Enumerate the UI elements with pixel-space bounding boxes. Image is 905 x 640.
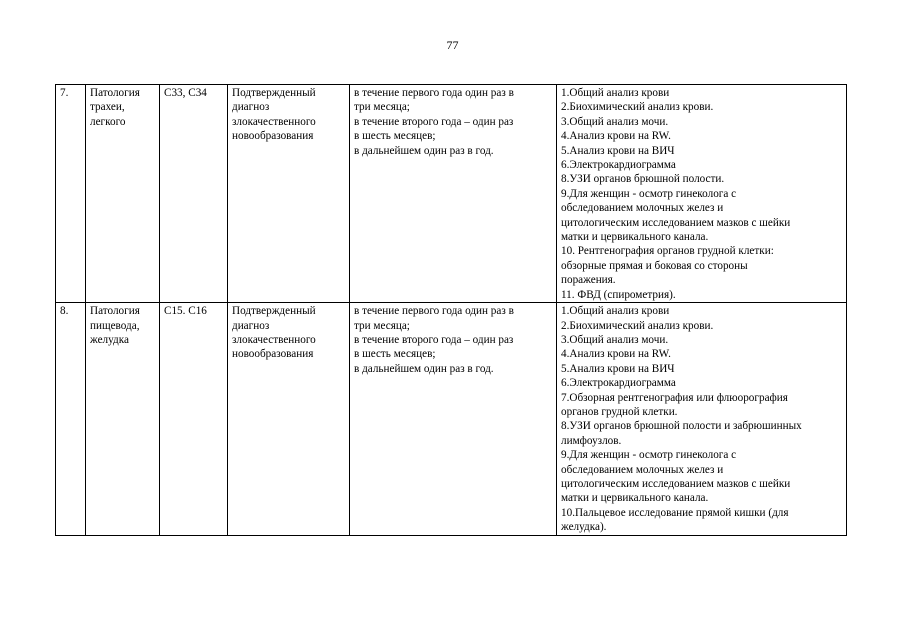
examinations-line: 8.УЗИ органов брюшной полости и забрюшинных (561, 420, 802, 433)
pathology-line: желудка (90, 333, 129, 346)
examinations-line: цитологическим исследованием мазков с шейки (561, 216, 791, 229)
diagnosis-cell (228, 85, 350, 303)
examinations-line: 11. ФВД (спирометрия). (561, 288, 676, 301)
diagnosis-cell (228, 303, 350, 536)
examinations-line: 2.Биохимический анализ крови. (561, 319, 714, 332)
examinations-line: 7.Обзорная рентгенография или флюорография (561, 391, 788, 404)
examinations-line: 5.Анализ крови на ВИЧ (561, 144, 675, 157)
frequency-line: в шесть месяцев; (354, 130, 436, 143)
examinations-line: обследованием молочных желез и (561, 202, 724, 215)
examinations-line: обзорные прямая и боковая со стороны (561, 259, 748, 272)
row-number-text: 7. (60, 87, 69, 99)
examination-table (55, 84, 847, 536)
examinations-line: матки и цервикального канала. (561, 492, 709, 505)
frequency-line: три месяца; (354, 101, 410, 114)
frequency-line: в дальнейшем один раз в год. (354, 144, 494, 157)
examinations-line: 6.Электрокардиограмма (561, 377, 676, 390)
diagnosis-line: Подтвержденный (232, 87, 316, 99)
pathology-line: Патология (90, 87, 140, 99)
examinations-line: 4.Анализ крови на RW. (561, 348, 671, 361)
frequency-line: в течение второго года – один раз (354, 115, 514, 128)
frequency-line: в течение первого года один раз в (354, 305, 514, 318)
pathology-line: трахеи, (90, 101, 125, 114)
examinations-line: желудка). (561, 521, 607, 534)
diagnosis-line: злокачественного (232, 333, 316, 346)
pathology-cell (86, 85, 160, 303)
frequency-line: в течение первого года один раз в (354, 87, 514, 99)
icd-codes-text: С33, С34 (164, 87, 207, 99)
diagnosis-line: злокачественного (232, 115, 316, 128)
diagnosis-line: Подтвержденный (232, 305, 316, 318)
diagnosis-line: диагноз (232, 319, 270, 332)
examinations-line: 3.Общий анализ мочи. (561, 115, 669, 128)
examinations-line: 4.Анализ крови на RW. (561, 130, 671, 143)
examinations-line: 3.Общий анализ мочи. (561, 333, 669, 346)
examinations-line: 2.Биохимический анализ крови. (561, 101, 714, 114)
examinations-line: 6.Электрокардиограмма (561, 159, 676, 172)
examinations-line: 8.УЗИ органов брюшной полости. (561, 173, 725, 186)
examinations-line: 9.Для женщин - осмотр гинеколога с (561, 449, 737, 462)
diagnosis-line: новообразования (232, 348, 314, 361)
pathology-line: легкого (90, 115, 126, 128)
examinations-line: 10.Пальцевое исследование прямой кишки (для (561, 506, 789, 519)
table-row (56, 85, 847, 303)
frequency-line: в шесть месяцев; (354, 348, 436, 361)
examinations-line: 1.Общий анализ крови (561, 87, 670, 99)
row-number-cell (56, 85, 86, 303)
row-number-cell (56, 303, 86, 536)
pathology-line: Патология (90, 305, 140, 318)
frequency-cell (350, 303, 557, 536)
frequency-cell (350, 85, 557, 303)
examinations-cell (557, 303, 847, 536)
icd-codes-cell (160, 85, 228, 303)
examinations-line: органов грудной клетки. (561, 405, 678, 418)
diagnosis-line: новообразования (232, 130, 314, 143)
examinations-line: матки и цервикального канала. (561, 231, 709, 244)
examinations-line: цитологическим исследованием мазков с шейки (561, 477, 791, 490)
page-number: 77 (446, 38, 459, 52)
frequency-line: три месяца; (354, 319, 410, 332)
icd-codes-cell (160, 303, 228, 536)
frequency-line: в течение второго года – один раз (354, 333, 514, 346)
frequency-line: в дальнейшем один раз в год. (354, 362, 494, 375)
examinations-line: лимфоузлов. (561, 434, 622, 447)
table-body (56, 85, 847, 536)
examinations-line: поражения. (561, 274, 616, 287)
pathology-line: пищевода, (90, 319, 140, 332)
diagnosis-line: диагноз (232, 101, 270, 114)
examinations-line: 5.Анализ крови на ВИЧ (561, 362, 675, 375)
examinations-line: 1.Общий анализ крови (561, 305, 670, 318)
table-row (56, 303, 847, 536)
icd-codes-text: С15. С16 (164, 305, 207, 318)
examinations-line: обследованием молочных желез и (561, 463, 724, 476)
examinations-line: 9.Для женщин - осмотр гинеколога с (561, 187, 737, 200)
examinations-cell (557, 85, 847, 303)
row-number-text: 8. (60, 305, 69, 318)
pathology-cell (86, 303, 160, 536)
examinations-line: 10. Рентгенография органов грудной клетки: (561, 245, 774, 258)
